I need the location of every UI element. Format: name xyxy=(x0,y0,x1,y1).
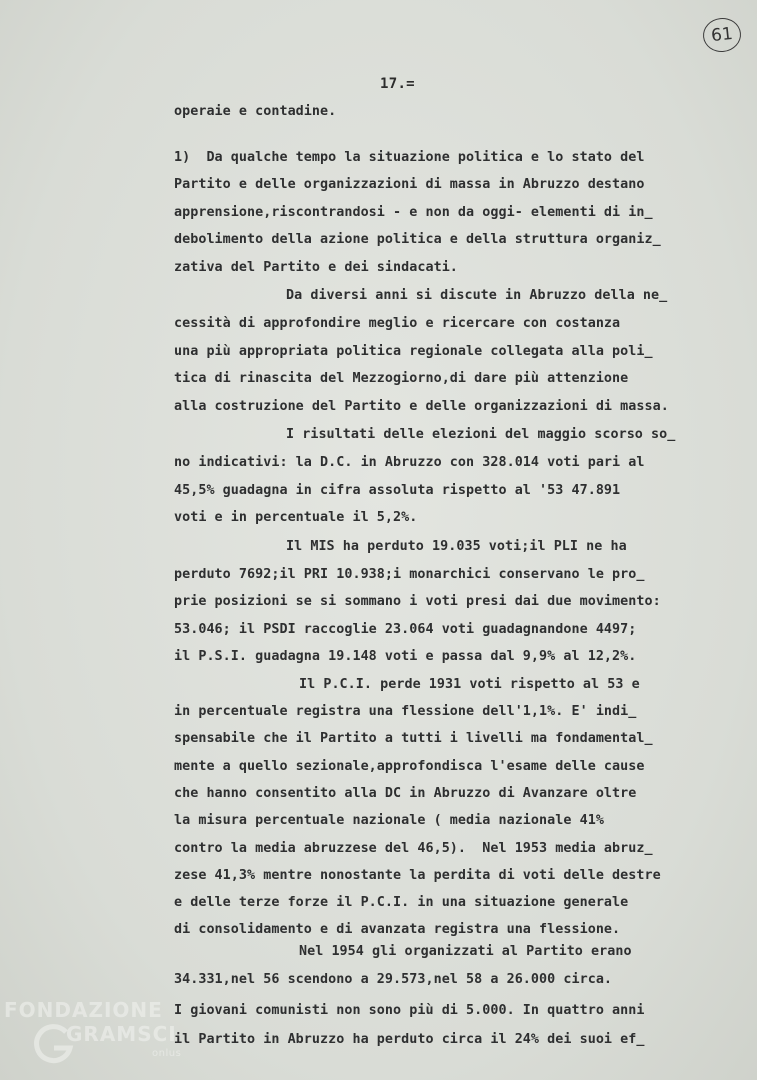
text-line: tica di rinascita del Mezzogiorno,di dare più attenzione xyxy=(174,371,629,386)
text-line: I giovani comunisti non sono più di 5.000. In quattro anni xyxy=(174,1003,645,1018)
text-line: che hanno consentito alla DC in Abruzzo di Avanzare oltre xyxy=(174,786,637,801)
text-line: contro la media abruzzese del 46,5). Nel 1953 media abruz_ xyxy=(174,841,653,856)
text-line: zese 41,3% mentre nonostante la perdita di voti delle destre xyxy=(174,868,661,883)
text-line: 45,5% guadagna in cifra assoluta rispetto al '53 47.891 xyxy=(174,483,621,498)
text-line: il P.S.I. guadagna 19.148 voti e passa dal 9,9% al 12,2%. xyxy=(174,649,637,664)
text-line: prie posizioni se si sommano i voti presi dai due movimento: xyxy=(174,594,661,609)
text-line: Il P.C.I. perde 1931 voti rispetto al 53 e xyxy=(299,677,640,692)
text-line: una più appropriata politica regionale collegata alla poli_ xyxy=(174,344,653,359)
text-line: voti e in percentuale il 5,2%. xyxy=(174,510,418,525)
text-line: apprensione,riscontrandosi - e non da oggi- elementi di in_ xyxy=(174,205,653,220)
watermark-line-3: onlus xyxy=(152,1048,182,1059)
text-line: Partito e delle organizzazioni di massa in Abruzzo destano xyxy=(174,177,645,192)
text-line: spensabile che il Partito a tutti i livelli ma fondamental_ xyxy=(174,731,653,746)
text-line: no indicativi: la D.C. in Abruzzo con 328.014 voti pari al xyxy=(174,455,645,470)
text-line: zativa del Partito e dei sindacati. xyxy=(174,260,458,275)
text-line: 53.046; il PSDI raccoglie 23.064 voti guadagnandone 4497; xyxy=(174,622,637,637)
fondazione-gramsci-watermark xyxy=(4,996,204,1080)
text-line: cessità di approfondire meglio e ricercare con costanza xyxy=(174,316,621,331)
text-line: Nel 1954 gli organizzati al Partito erano xyxy=(299,944,632,959)
text-line: di consolidamento e di avanzata registra una flessione. xyxy=(174,922,621,937)
text-line: il Partito in Abruzzo ha perduto circa il 24% dei suoi ef_ xyxy=(174,1032,645,1047)
text-line: in percentuale registra una flessione dell'1,1%. E' indi_ xyxy=(174,704,637,719)
page-number: 17.= xyxy=(380,76,415,92)
text-line: 1) Da qualche tempo la situazione politica e lo stato del xyxy=(174,150,645,165)
text-line: la misura percentuale nazionale ( media nazionale 41% xyxy=(174,813,604,828)
text-line: e delle terze forze il P.C.I. in una situazione generale xyxy=(174,895,629,910)
watermark-line-2: GRAMSCI xyxy=(66,1022,177,1046)
text-line: 34.331,nel 56 scendono a 29.573,nel 58 a 26.000 circa. xyxy=(174,972,613,987)
text-line: alla costruzione del Partito e delle organizzazioni di massa. xyxy=(174,399,669,414)
text-line: debolimento della azione politica e della struttura organiz_ xyxy=(174,232,661,247)
text-line: operaie e contadine. xyxy=(174,104,337,119)
text-line: Da diversi anni si discute in Abruzzo della ne_ xyxy=(286,288,668,303)
text-line: perduto 7692;il PRI 10.938;i monarchici conservano le pro_ xyxy=(174,567,645,582)
text-line: Il MIS ha perduto 19.035 voti;il PLI ne ha xyxy=(286,539,627,554)
text-line: I risultati delle elezioni del maggio scorso so_ xyxy=(286,427,676,442)
archive-number: 61 xyxy=(701,16,742,54)
watermark-line-1: FONDAZIONE xyxy=(4,998,163,1022)
text-line: mente a quello sezionale,approfondisca l'esame delle cause xyxy=(174,759,645,774)
